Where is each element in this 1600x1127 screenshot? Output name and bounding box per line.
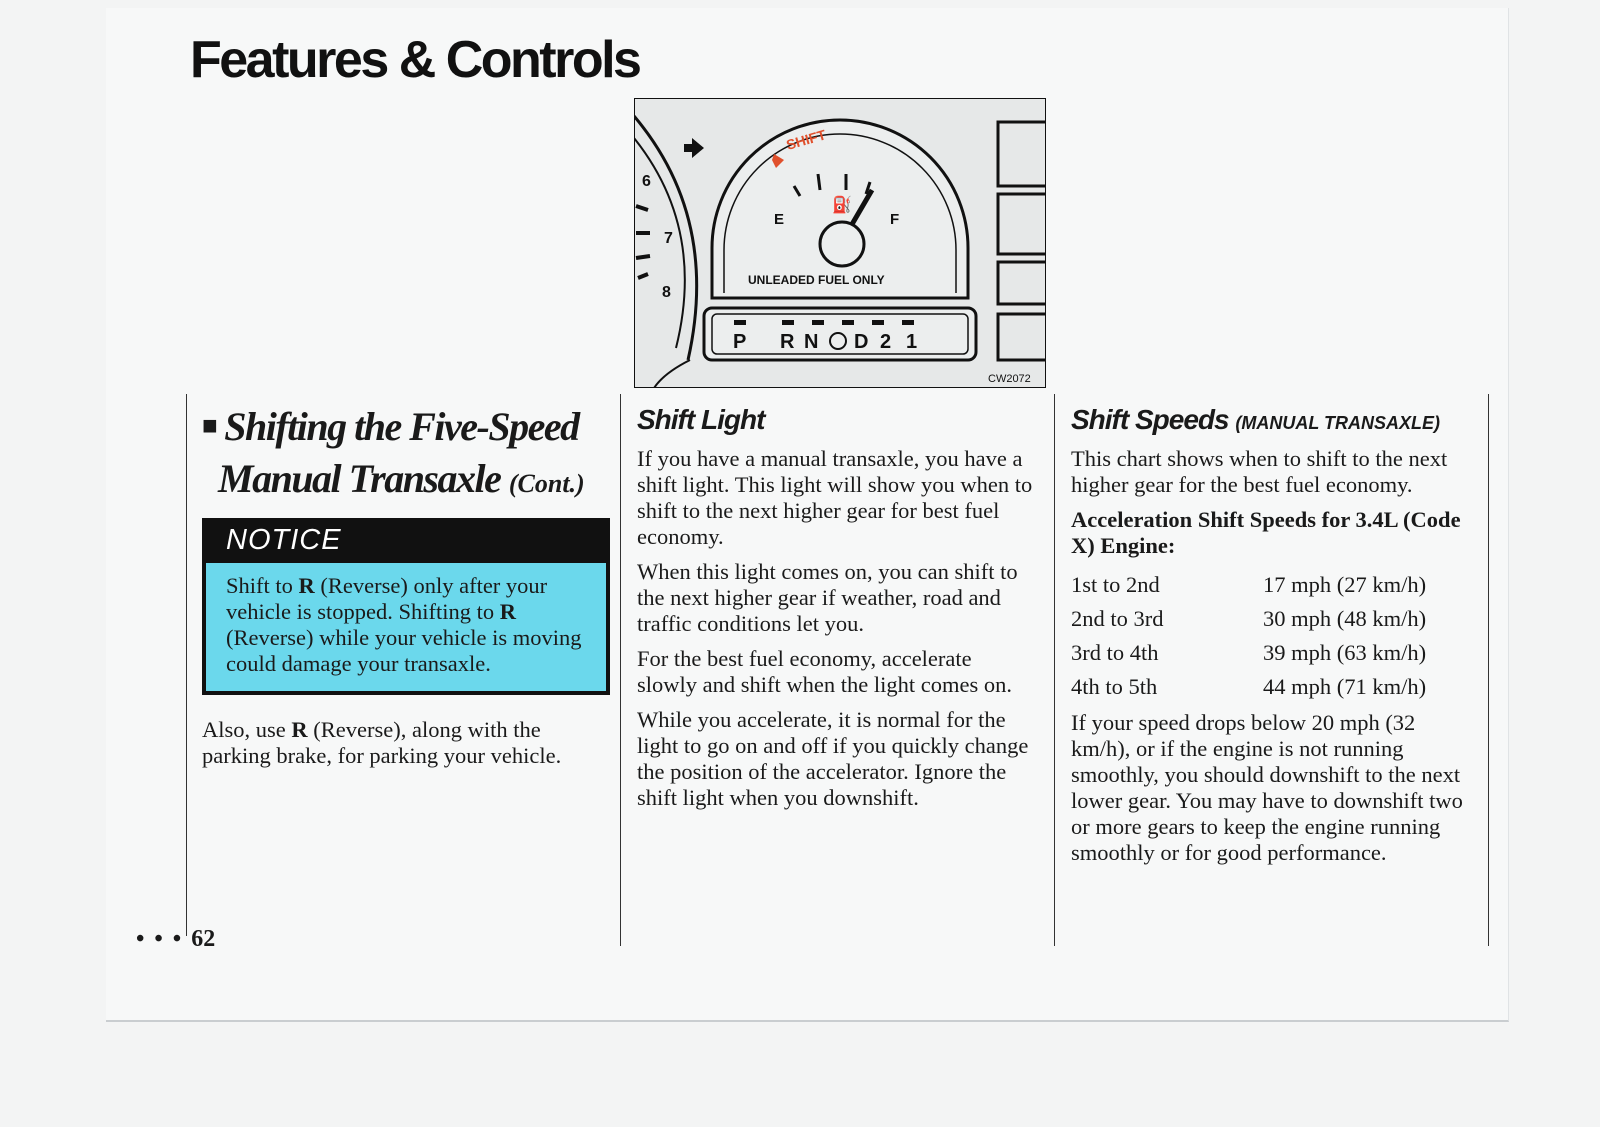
- notice-text: Shift to R (Reverse) only after your vehicle is stopped. Shifting to R (Reverse) while your vehicle is moving could damage your transaxle.: [226, 573, 582, 676]
- notice-box: [202, 518, 610, 695]
- shift-speeds-heading: Shift Speeds (MANUAL TRANSAXLE): [1071, 404, 1441, 435]
- gear-1: 1: [906, 331, 918, 353]
- gear-n: N: [804, 331, 819, 353]
- heading-line-2: Manual Transaxle: [218, 456, 501, 501]
- gear-2: 2: [880, 331, 892, 353]
- heading-cont: (Cont.): [508, 469, 585, 498]
- tach-number-8: 8: [662, 284, 671, 301]
- shift-label: SHIFT: [784, 126, 828, 153]
- right-column: [1071, 404, 1471, 875]
- page-number: • • • 62: [136, 926, 216, 952]
- gear-r: R: [780, 331, 795, 353]
- left-column: [202, 400, 612, 778]
- paragraph: While you accelerate, it is normal for the light to go on and off if you quickly change the position of the accelerator. Ignore the shift light when you downshift.: [637, 707, 1029, 810]
- middle-column: [637, 404, 1037, 820]
- notice-label: NOTICE: [206, 522, 606, 563]
- instrument-cluster-diagram: [634, 98, 1046, 388]
- tach-number-7: 7: [664, 230, 673, 247]
- table-row: 1st to 2nd 17 mph (27 km/h): [1071, 572, 1427, 597]
- paragraph: For the best fuel economy, accelerate slowly and shift when the light comes on.: [637, 646, 1012, 697]
- tach-tick: [636, 256, 650, 258]
- paragraph: When this light comes on, you can shift to the next higher gear if weather, road and traffic conditions let you.: [637, 559, 1018, 636]
- table-row: 3rd to 4th 39 mph (63 km/h): [1071, 640, 1427, 665]
- column-rule-end: [1488, 394, 1489, 946]
- table-row: 2nd to 3rd 30 mph (48 km/h): [1071, 606, 1427, 631]
- gear-p: P: [733, 331, 747, 353]
- column-rule-left: [186, 394, 187, 936]
- reverse-parking-paragraph: Also, use R (Reverse), along with the parking brake, for parking your vehicle.: [202, 717, 562, 768]
- fuel-pump-icon: ⛽: [832, 195, 852, 214]
- page-title: Features & Controls: [190, 31, 640, 89]
- fuel-warning-label: UNLEADED FUEL ONLY: [748, 273, 885, 287]
- section-heading: [202, 400, 612, 510]
- shift-speed-table: [1071, 568, 1471, 704]
- intro-paragraph: This chart shows when to shift to the next higher gear for the best fuel economy.: [1071, 446, 1448, 497]
- closing-paragraph: If your speed drops below 20 mph (32 km/h), or if the engine is not running smoothly, you should downshift to the next lower gear. You may have to downshift two or more gears to keep the engine running smoothly or for good performance.: [1071, 710, 1463, 865]
- diagram-code: CW2072: [988, 373, 1031, 385]
- gear-d: D: [854, 331, 869, 353]
- bullet-icon: ■: [202, 411, 217, 440]
- tach-number-6: 6: [642, 173, 651, 190]
- shift-speeds-subheading: (MANUAL TRANSAXLE): [1235, 413, 1441, 433]
- gauge-full-label: F: [890, 211, 900, 228]
- table-row: 4th to 5th 44 mph (71 km/h): [1071, 674, 1427, 699]
- gauge-empty-label: E: [774, 211, 785, 228]
- column-rule-middle: [620, 394, 621, 946]
- heading-line-1: Shifting the Five-Speed: [224, 404, 579, 449]
- shift-light-heading: Shift Light: [637, 404, 765, 435]
- paragraph: If you have a manual transaxle, you have a shift light. This light will show you when to shift to the next higher gear for best fuel economy.: [637, 446, 1033, 549]
- column-rule-right: [1054, 394, 1055, 946]
- table-title: Acceleration Shift Speeds for 3.4L (Code X) Engine:: [1071, 507, 1461, 558]
